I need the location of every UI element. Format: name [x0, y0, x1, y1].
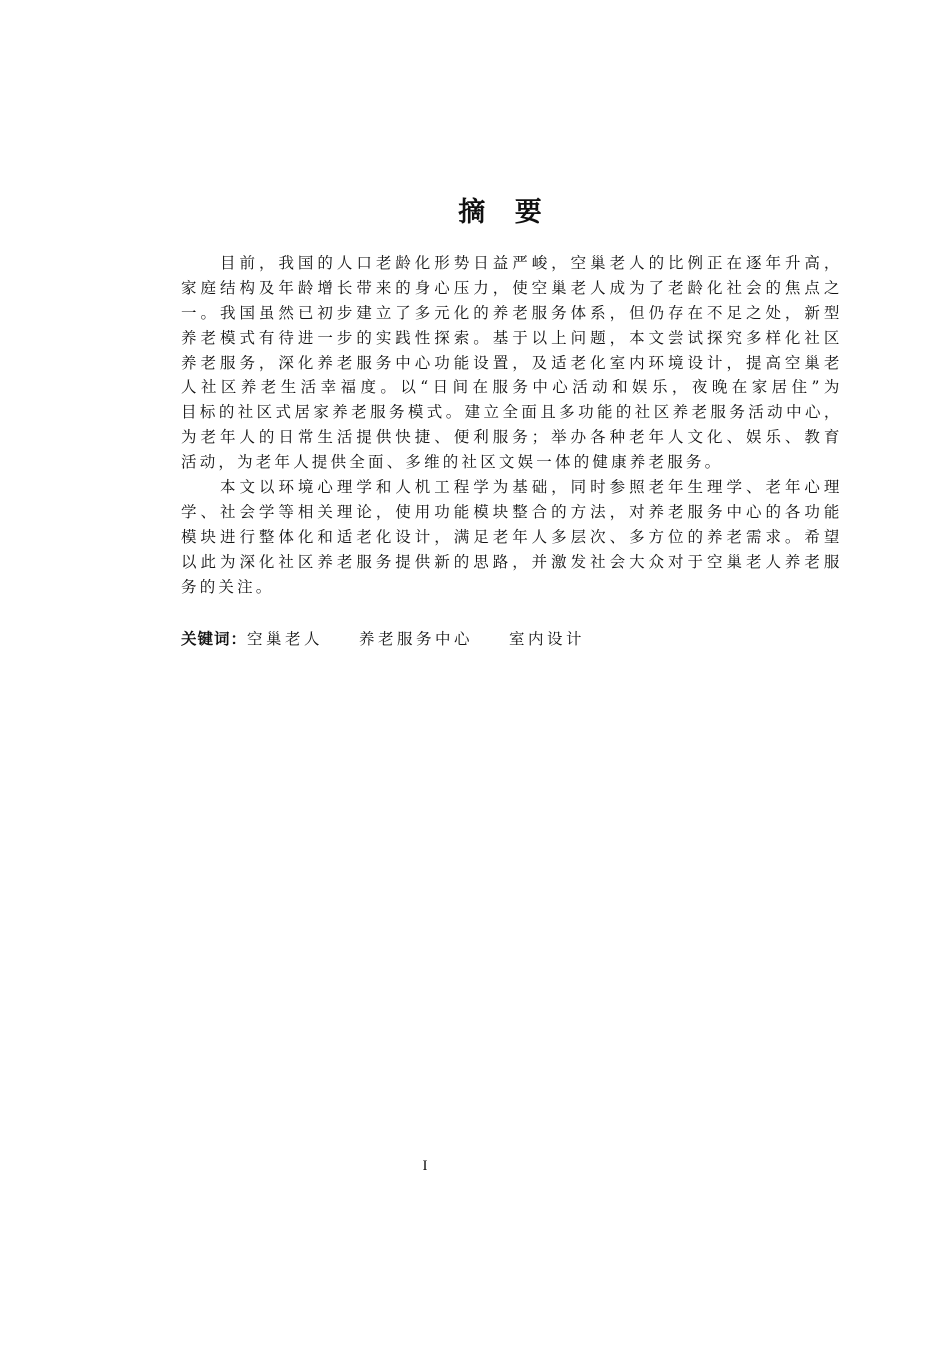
page-number: I [422, 1158, 428, 1174]
abstract-paragraph-2 [181, 475, 841, 599]
paragraph-line: 本文以环境心理学和人机工程学为基础，同时参照老年生理学、老年心理 [220, 478, 841, 497]
paragraph-line: 以此为深化社区养老服务提供新的思路，并激发社会大众对于空巢老人养老服 [181, 552, 841, 571]
keywords-line [181, 627, 841, 651]
paragraph-line: 模块进行整体化和适老化设计，满足老年人多层次、多方位的养老需求。希望 [181, 527, 841, 546]
paragraph-line: 学、社会学等相关理论，使用功能模块整合的方法，对养老服务中心的各功能 [181, 502, 841, 521]
paragraph-line: 家庭结构及年龄增长带来的身心压力，使空巢老人成为了老龄化社会的焦点之 [181, 278, 841, 297]
page-title: 摘 要 [458, 197, 552, 228]
paragraph-line: 务的关注。 [181, 577, 275, 596]
keywords-label: 关键词： [181, 630, 248, 648]
paragraph-line: 一。我国虽然已初步建立了多元化的养老服务体系，但仍存在不足之处，新型 [181, 303, 841, 322]
abstract-paragraph-1 [181, 251, 841, 475]
paragraph-line: 目标的社区式居家养老服务模式。建立全面且多功能的社区养老服务活动中心， [181, 403, 841, 422]
paragraph-line: 人社区养老生活幸福度。以“日间在服务中心活动和娱乐，夜晚在家居住”为 [181, 378, 841, 397]
paragraph-line: 养老模式有待进一步的实践性探索。基于以上问题，本文尝试探究多样化社区 [181, 328, 841, 347]
paragraph-line: 为老年人的日常生活提供快捷、便利服务；举办各种老年人文化、娱乐、教育 [181, 428, 841, 447]
paragraph-line: 养老服务，深化养老服务中心功能设置，及适老化室内环境设计，提高空巢老 [181, 353, 841, 372]
keyword-item: 养老服务中心 [359, 630, 474, 648]
paragraph-line: 活动，为老年人提供全面、多维的社区文娱一体的健康养老服务。 [181, 453, 724, 472]
keyword-item: 空巢老人 [247, 630, 324, 648]
paragraph-line: 目前，我国的人口老龄化形势日益严峻，空巢老人的比例正在逐年升高， [220, 254, 841, 272]
keyword-item: 室内设计 [509, 630, 586, 648]
abstract-body [181, 251, 841, 599]
